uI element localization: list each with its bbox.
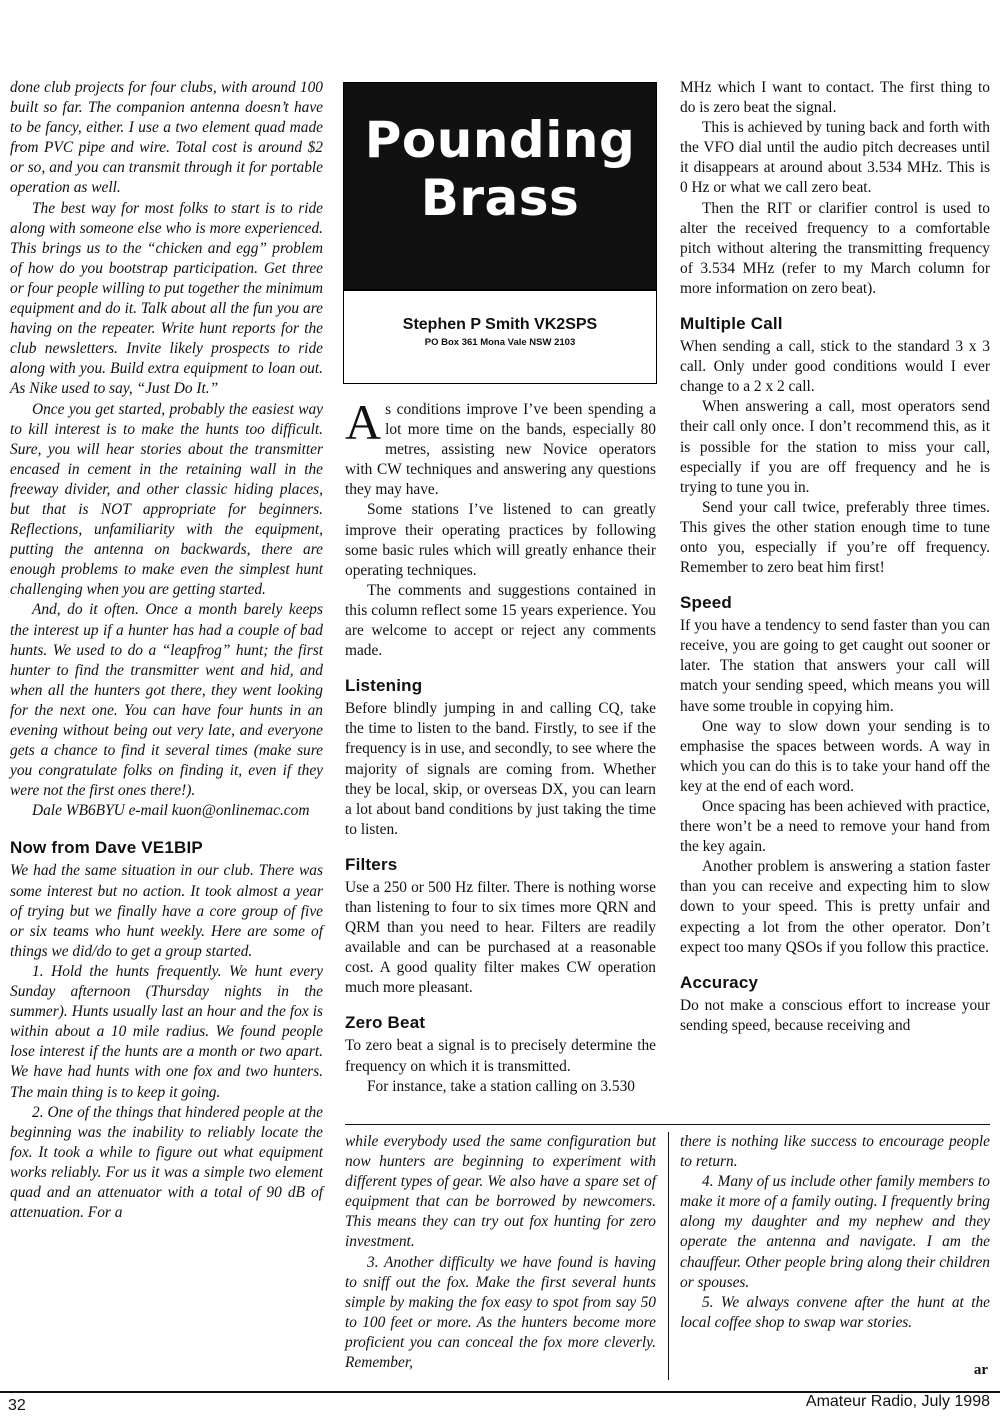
paragraph: Once spacing has been achieved with practice, there won’t be a need to remove your hand from the key again. — [680, 798, 990, 856]
article-title — [344, 111, 656, 227]
intro-paragraph: As conditions improve I’ve been spending a lot more time on the bands, especially 80 metres, assisting new Novice operators with CW techniques and answering any questions they may have. — [345, 394, 656, 499]
paragraph: This is achieved by tuning back and forth with the VFO dial until the audio pitch decreases until it disappears at around about 3.534 MHz. This is 0 Hz or what we call zero beat. — [680, 119, 990, 197]
author-name: Stephen P Smith VK2SPS — [402, 316, 598, 333]
paragraph: 2. One of the things that hindered people at the beginning was the inability to reliably locate the fox. It took a while to figure out what equipment works reliably. For us it was a simple two element quad and an attenuator with a total of 90 dB of attenuation. For a — [10, 1103, 323, 1222]
paragraph: Some stations I’ve listened to can greatly improve their operating practices by following some basic rules which will greatly enhance their operating techniques. — [345, 501, 656, 579]
column-divider — [668, 1132, 669, 1380]
paragraph: Before blindly jumping in and calling CQ, take the time to listen to the band. Firstly, to see if the frequency is in use, and secondly, to see where the majority of signals are coming from. Whether they be local, skip, or overseas DX, you can learn a lot about band conditions by just taking the time to listen. — [345, 700, 656, 838]
section-heading-listening: Listening — [345, 676, 423, 696]
paragraph: The comments and suggestions contained in this column reflect some 15 years experience. You are welcome to accept or reject any comments made. — [345, 581, 656, 660]
paragraph: For instance, take a station calling on 3.530 — [367, 1077, 635, 1095]
title-box — [343, 82, 657, 290]
paragraph: MHz which I want to contact. The first thing to do is zero beat the signal. — [680, 79, 990, 117]
section-divider — [345, 1124, 990, 1125]
paragraph: Dale WB6BYU e-mail kuon@onlinemac.com — [32, 802, 310, 820]
paragraph: Another problem is answering a station faster than you can receive and expecting him to slow down to your speed. This is pretty unfair and expecting a lot from the other operator. Don’t expect too many QSOs if you follow this practice. — [680, 858, 990, 956]
paragraph: When answering a call, most operators send their call only once. I don’t recommend this, as it is possible for the station to miss your call, especially if you are off frequency and he is trying to tune you in. — [680, 398, 990, 496]
column-2 — [345, 394, 656, 1097]
paragraph: Once you get started, probably the easiest way to kill interest is to make the hunts too difficult. Sure, you will hear stories about the transmitter encased in cement in the retaining wall in the freeway divider, and other classic hiding places, but that is NOT appropriate for beginners. Reflections, unfamiliarity with the equipment, putting the antenna on backwards, there are enough problems to make even the simplest hunt challenging when you are getting started. — [10, 400, 323, 599]
section-heading-accuracy: Accuracy — [680, 972, 759, 992]
column-3 — [680, 78, 990, 1036]
author-address: PO Box 361 Mona Vale NSW 2103 — [424, 337, 576, 348]
paragraph: 4. Many of us include other family members to make it more of a family outing. I frequently bring along my daughter and my nephew and they operate the antenna and navigate. I am the chauffeur. Other people bring along their children or spouses. — [680, 1173, 990, 1291]
paragraph: Use a 250 or 500 Hz filter. There is nothing worse than listening to four to six times more QRN and QRM than you need to hear. Filters are readily available and can be purchased at a reasonable cost. A good quality filter makes CW operation much more pleasant. — [345, 878, 656, 997]
sign-off-mark: ar — [973, 1362, 988, 1378]
paragraph: The best way for most folks to start is to ride along with someone else who is more experienced. This brings us to the “chicken and egg” problem of how do you bootstrap participation. Get three or four people willing to put together the minimum equipment and do it. Talk about all the fun you are having on the repeater. Write hunt reports for the club newsletters. Invite likely prospects to ride along with you. Build extra equipment to loan out. As Nike used to say, “Just Do It.” — [10, 199, 323, 398]
section-heading-ve1bip: Now from Dave VE1BIP — [10, 838, 203, 858]
section-heading-filters: Filters — [345, 854, 398, 874]
page-number: 32 — [8, 1397, 26, 1414]
paragraph: To zero beat a signal is to precisely determine the frequency on which it is transmitted. — [345, 1037, 656, 1075]
paragraph: 1. Hold the hunts frequently. We hunt every Sunday afternoon (Thursday nights in the summer). Hunts usually last an hour and the fox is within about a 10 mile radius. We found people lose interest if the hunts are a month or two apart. We have had hunts with one fox and two hunters. The main thing is to keep it going. — [10, 962, 323, 1101]
paragraph: When sending a call, stick to the standard 3 x 3 call. Only under good conditions would I ever change to a 2 x 2 call. — [680, 338, 990, 396]
publication-info: Amateur Radio, July 1998 — [805, 1393, 990, 1410]
paragraph: done club projects for four clubs, with around 100 built so far. The companion antenna doesn’t have to be fancy, either. I use a two element quad made from PVC pipe and wire. Total cost is around $2 or so, and you can transmit through it for portable operation as well. — [10, 79, 323, 197]
drop-cap: A — [345, 394, 382, 450]
paragraph: Then the RIT or clarifier control is used to alter the received frequency to a comfortable pitch without altering the transmitting frequency of 3.534 MHz (refer to my March column for more information on zero beat). — [680, 199, 990, 297]
section-heading-speed: Speed — [680, 593, 733, 613]
paragraph: One way to slow down your sending is to emphasise the spaces between words. A way in which you can do this is to take your hand off the key at the end of each word. — [680, 717, 990, 795]
paragraph: We had the same situation in our club. There was some interest but no action. It took almost a year of trying but we finally have a core group of five or six teams who hunt weekly. Here are some of things we did/do to get a group started. — [10, 862, 323, 960]
paragraph: 5. We always convene after the hunt at the local coffee shop to swap war stories. — [680, 1293, 990, 1331]
section-heading-zero-beat: Zero Beat — [345, 1013, 426, 1033]
continuation-column-mid — [345, 1132, 656, 1373]
title-line-1: Pounding — [364, 111, 636, 169]
paragraph: 3. Another difficulty we have found is having to sniff out the fox. Make the first several hunts simple by making the fox easy to spot from say 50 to 100 feet or more. As the hunters become more proficient you can conceal the fox more cleverly. Remember, — [345, 1253, 656, 1372]
paragraph: If you have a tendency to send faster than you can receive, you are going to get caught out sooner or later. The station that answers your call will match your sending speed, which means you will have some trouble in copying him. — [680, 617, 990, 715]
paragraph: Send your call twice, preferably three times. This gives the other station enough time to tune onto you, especially if you’re off frequency. Remember to zero beat him first! — [680, 498, 990, 577]
paragraph: And, do it often. Once a month barely keeps the interest up if a hunter has had a couple of bad hunts. We used to do a “leapfrog” hunt; the first hunter to find the transmitter went and hid, and when all the hunters got there, they went looking for the next one. You can have four hunts in an evening without being out very late, and everyone gets a chance to find it several times (make sure you congratulate folks on finding it, even if they were not the first ones there!). — [10, 601, 323, 800]
section-heading-multiple-call: Multiple Call — [680, 314, 783, 334]
column-1 — [10, 78, 323, 1223]
continuation-column-right — [680, 1132, 990, 1333]
byline-box — [343, 290, 657, 384]
paragraph: Do not make a conscious effort to increase your sending speed, because receiving and — [680, 996, 990, 1034]
paragraph: while everybody used the same configuration but now hunters are beginning to experiment with different types of gear. We also have a spare set of equipment that can be borrowed by newcomers. This means they can try out fox hunting for zero investment. — [345, 1133, 656, 1251]
paragraph: there is nothing like success to encourage people to return. — [680, 1133, 990, 1171]
title-line-2: Brass — [420, 169, 580, 227]
